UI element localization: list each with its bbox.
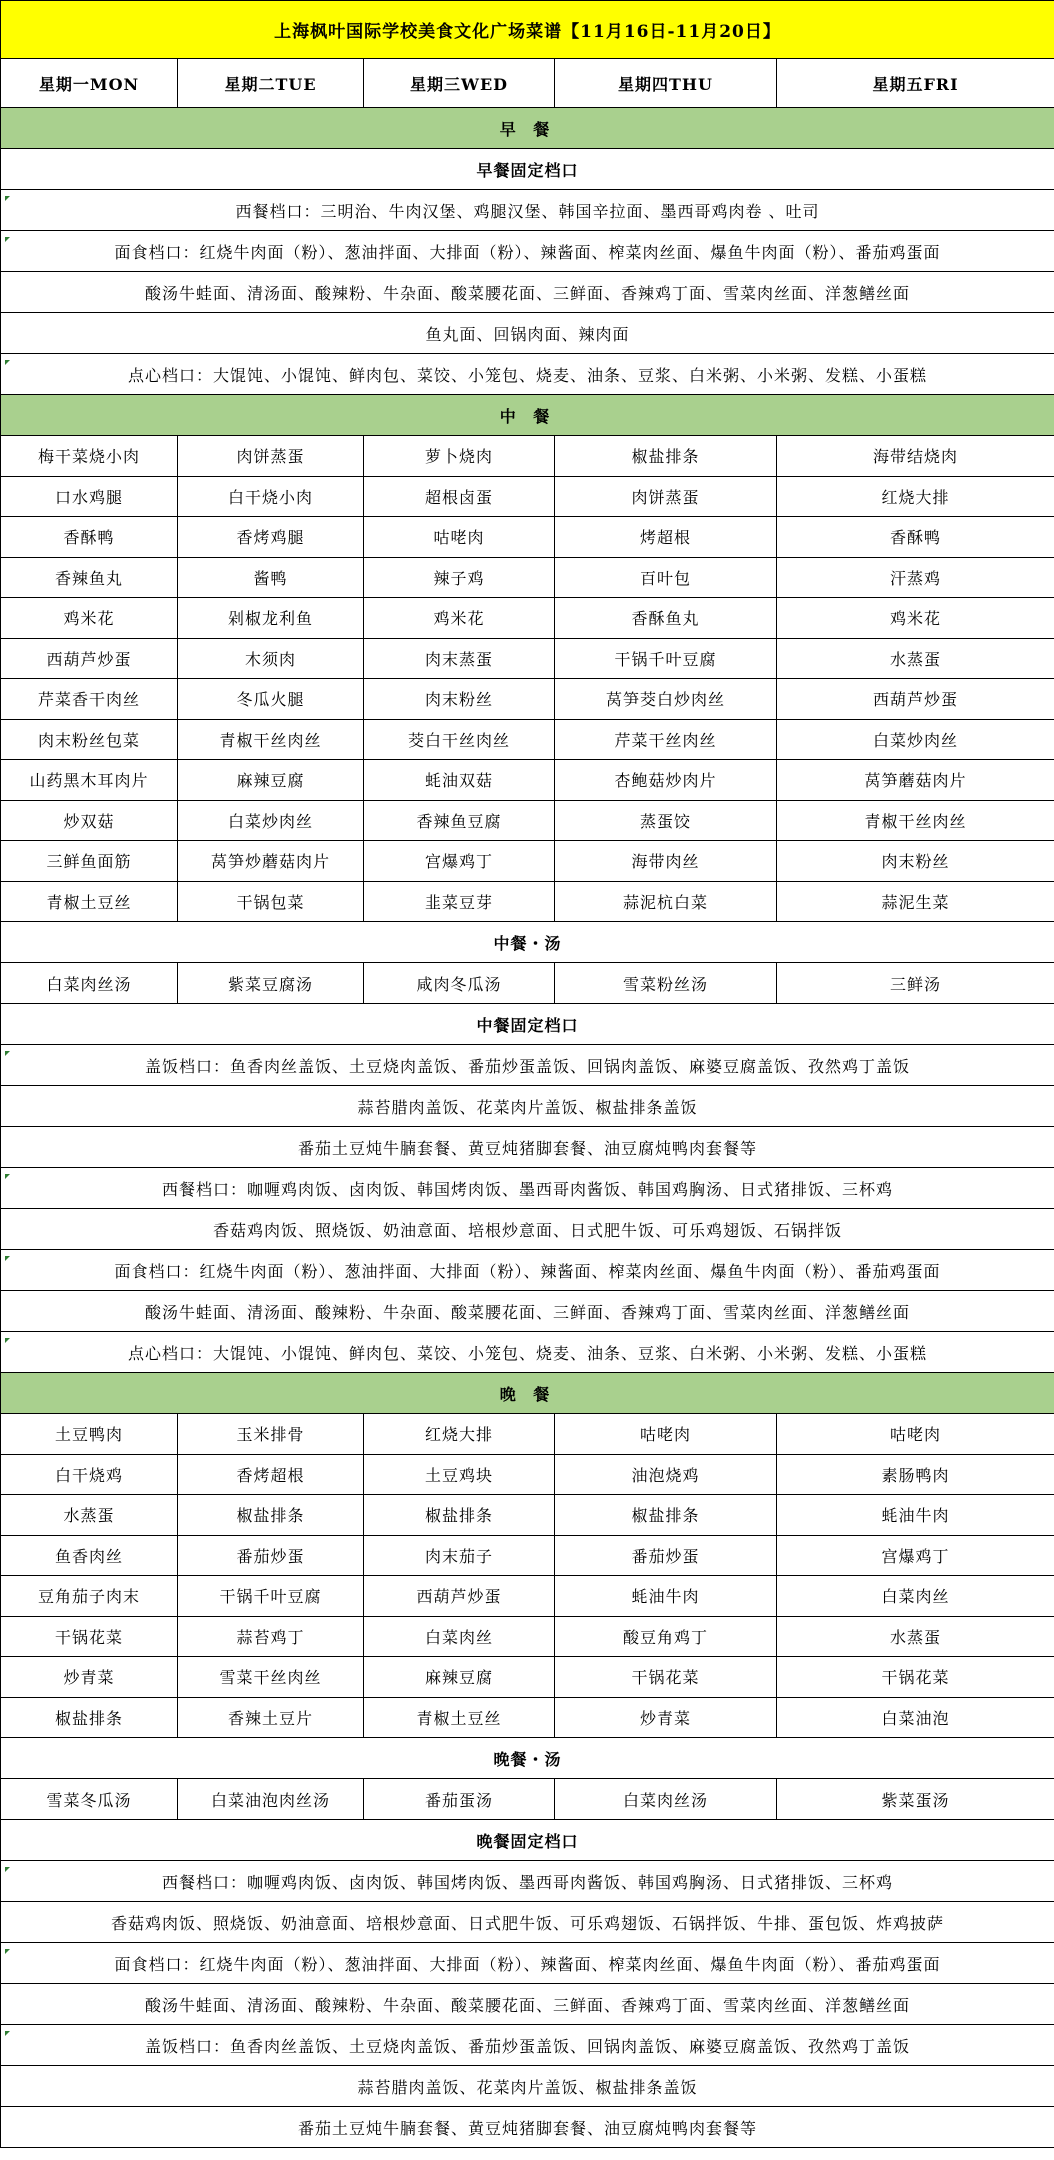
lunch-dish-fri: 白菜炒肉丝 bbox=[777, 719, 1054, 760]
dinner-soup-wed: 番茄蛋汤 bbox=[364, 1779, 555, 1820]
lunch-dish-wed: 萝卜烧肉 bbox=[364, 436, 555, 477]
dinner-dish-mon: 鱼香肉丝 bbox=[1, 1535, 178, 1576]
dinner-dish-thu: 油泡烧鸡 bbox=[555, 1454, 777, 1495]
breakfast-line: 西餐档口：三明治、牛肉汉堡、鸡腿汉堡、韩国辛拉面、墨西哥鸡肉卷 、吐司 bbox=[1, 190, 1054, 231]
day-header-mon: 星期一MON bbox=[1, 59, 178, 108]
day-header-fri: 星期五FRI bbox=[777, 59, 1054, 108]
lunch-line: 香菇鸡肉饭、照烧饭、奶油意面、培根炒意面、日式肥牛饭、可乐鸡翅饭、石锅拌饭 bbox=[1, 1209, 1054, 1250]
lunch-dish-fri: 蒜泥生菜 bbox=[777, 881, 1054, 922]
lunch-line: 酸汤牛蛙面、清汤面、酸辣粉、牛杂面、酸菜腰花面、三鲜面、香辣鸡丁面、雪菜肉丝面、洋葱鳝丝面 bbox=[1, 1291, 1054, 1332]
lunch-dish-thu: 香酥鱼丸 bbox=[555, 598, 777, 639]
lunch-dish-row bbox=[1, 436, 1054, 477]
day-header-tue: 星期二TUE bbox=[178, 59, 364, 108]
lunch-dish-mon: 梅干菜烧小肉 bbox=[1, 436, 178, 477]
lunch-dish-fri: 香酥鸭 bbox=[777, 517, 1054, 558]
dinner-header: 晚 餐 bbox=[1, 1373, 1054, 1414]
breakfast-line: 面食档口：红烧牛肉面（粉）、葱油拌面、大排面（粉）、辣酱面、榨菜肉丝面、爆鱼牛肉面（粉）、番茄鸡蛋面 bbox=[1, 231, 1054, 272]
breakfast-line: 点心档口：大馄饨、小馄饨、鲜肉包、菜饺、小笼包、烧麦、油条、豆浆、白米粥、小米粥、发糕、小蛋糕 bbox=[1, 354, 1054, 395]
dinner-soup-mon: 雪菜冬瓜汤 bbox=[1, 1779, 178, 1820]
day-header-thu: 星期四THU bbox=[555, 59, 777, 108]
lunch-dish-mon: 香酥鸭 bbox=[1, 517, 178, 558]
lunch-soup-wed: 咸肉冬瓜汤 bbox=[364, 963, 555, 1004]
dinner-dish-tue: 椒盐排条 bbox=[178, 1495, 364, 1536]
lunch-dish-mon: 口水鸡腿 bbox=[1, 476, 178, 517]
dinner-soup-thu: 白菜肉丝汤 bbox=[555, 1779, 777, 1820]
dinner-dish-fri: 蚝油牛肉 bbox=[777, 1495, 1054, 1536]
dinner-line: 盖饭档口：鱼香肉丝盖饭、土豆烧肉盖饭、番茄炒蛋盖饭、回锅肉盖饭、麻婆豆腐盖饭、孜然鸡丁盖饭 bbox=[1, 2025, 1054, 2066]
lunch-dish-mon: 炒双菇 bbox=[1, 800, 178, 841]
lunch-dish-wed: 韭菜豆芽 bbox=[364, 881, 555, 922]
breakfast-fixed-header: 早餐固定档口 bbox=[1, 149, 1054, 190]
breakfast-line: 酸汤牛蛙面、清汤面、酸辣粉、牛杂面、酸菜腰花面、三鲜面、香辣鸡丁面、雪菜肉丝面、洋葱鳝丝面 bbox=[1, 272, 1054, 313]
dinner-dish-row bbox=[1, 1495, 1054, 1536]
dinner-dish-fri: 咕咾肉 bbox=[777, 1414, 1054, 1455]
dinner-dish-tue: 雪菜干丝肉丝 bbox=[178, 1657, 364, 1698]
lunch-dish-row bbox=[1, 881, 1054, 922]
dinner-dish-mon: 土豆鸭肉 bbox=[1, 1414, 178, 1455]
dinner-dish-tue: 蒜苔鸡丁 bbox=[178, 1616, 364, 1657]
lunch-dish-tue: 剁椒龙利鱼 bbox=[178, 598, 364, 639]
dinner-dish-wed: 麻辣豆腐 bbox=[364, 1657, 555, 1698]
dinner-dish-row bbox=[1, 1576, 1054, 1617]
lunch-dish-thu: 海带肉丝 bbox=[555, 841, 777, 882]
dinner-dish-thu: 番茄炒蛋 bbox=[555, 1535, 777, 1576]
lunch-dish-mon: 香辣鱼丸 bbox=[1, 557, 178, 598]
dinner-dish-wed: 土豆鸡块 bbox=[364, 1454, 555, 1495]
lunch-dish-tue: 莴笋炒蘑菇肉片 bbox=[178, 841, 364, 882]
lunch-dish-thu: 蒸蛋饺 bbox=[555, 800, 777, 841]
dinner-dish-mon: 干锅花菜 bbox=[1, 1616, 178, 1657]
lunch-dish-thu: 烤超根 bbox=[555, 517, 777, 558]
lunch-dish-thu: 蒜泥杭白菜 bbox=[555, 881, 777, 922]
dinner-dish-row bbox=[1, 1454, 1054, 1495]
lunch-soup-fri: 三鲜汤 bbox=[777, 963, 1054, 1004]
lunch-dish-tue: 青椒干丝肉丝 bbox=[178, 719, 364, 760]
lunch-dish-thu: 杏鲍菇炒肉片 bbox=[555, 760, 777, 801]
lunch-dish-mon: 山药黑木耳肉片 bbox=[1, 760, 178, 801]
lunch-dish-row bbox=[1, 841, 1054, 882]
lunch-dish-fri: 水蒸蛋 bbox=[777, 638, 1054, 679]
lunch-dish-tue: 肉饼蒸蛋 bbox=[178, 436, 364, 477]
dinner-dish-wed: 白菜肉丝 bbox=[364, 1616, 555, 1657]
dinner-soup-fri: 紫菜蛋汤 bbox=[777, 1779, 1054, 1820]
lunch-dish-fri: 西葫芦炒蛋 bbox=[777, 679, 1054, 720]
breakfast-header: 早 餐 bbox=[1, 108, 1054, 149]
lunch-dish-row bbox=[1, 598, 1054, 639]
lunch-dish-tue: 香烤鸡腿 bbox=[178, 517, 364, 558]
dinner-dish-fri: 干锅花菜 bbox=[777, 1657, 1054, 1698]
lunch-dish-wed: 香辣鱼豆腐 bbox=[364, 800, 555, 841]
lunch-dish-thu: 椒盐排条 bbox=[555, 436, 777, 477]
menu-title: 上海枫叶国际学校美食文化广场菜谱【11月16日-11月20日】 bbox=[1, 1, 1054, 59]
lunch-dish-wed: 咕咾肉 bbox=[364, 517, 555, 558]
dinner-dish-row bbox=[1, 1697, 1054, 1738]
lunch-dish-row bbox=[1, 719, 1054, 760]
dinner-dish-wed: 西葫芦炒蛋 bbox=[364, 1576, 555, 1617]
lunch-dish-row bbox=[1, 517, 1054, 558]
lunch-line: 蒜苔腊肉盖饭、花菜肉片盖饭、椒盐排条盖饭 bbox=[1, 1086, 1054, 1127]
dinner-dish-wed: 红烧大排 bbox=[364, 1414, 555, 1455]
lunch-dish-row bbox=[1, 557, 1054, 598]
lunch-dish-fri: 肉末粉丝 bbox=[777, 841, 1054, 882]
dinner-dish-row bbox=[1, 1414, 1054, 1455]
lunch-dish-row bbox=[1, 679, 1054, 720]
lunch-line: 番茄土豆炖牛腩套餐、黄豆炖猪脚套餐、油豆腐炖鸭肉套餐等 bbox=[1, 1127, 1054, 1168]
lunch-dish-wed: 超根卤蛋 bbox=[364, 476, 555, 517]
dinner-soup-tue: 白菜油泡肉丝汤 bbox=[178, 1779, 364, 1820]
lunch-dish-fri: 鸡米花 bbox=[777, 598, 1054, 639]
lunch-dish-thu: 莴笋茭白炒肉丝 bbox=[555, 679, 777, 720]
lunch-soup-header: 中餐・汤 bbox=[1, 922, 1054, 963]
lunch-dish-row bbox=[1, 476, 1054, 517]
lunch-dish-fri: 莴笋蘑菇肉片 bbox=[777, 760, 1054, 801]
lunch-dish-tue: 木须肉 bbox=[178, 638, 364, 679]
lunch-dish-mon: 肉末粉丝包菜 bbox=[1, 719, 178, 760]
dinner-dish-wed: 青椒土豆丝 bbox=[364, 1697, 555, 1738]
dinner-dish-wed: 椒盐排条 bbox=[364, 1495, 555, 1536]
dinner-line: 蒜苔腊肉盖饭、花菜肉片盖饭、椒盐排条盖饭 bbox=[1, 2066, 1054, 2107]
lunch-dish-fri: 青椒干丝肉丝 bbox=[777, 800, 1054, 841]
dinner-dish-mon: 椒盐排条 bbox=[1, 1697, 178, 1738]
lunch-line: 盖饭档口：鱼香肉丝盖饭、土豆烧肉盖饭、番茄炒蛋盖饭、回锅肉盖饭、麻婆豆腐盖饭、孜然鸡丁盖饭 bbox=[1, 1045, 1054, 1086]
dinner-dish-mon: 水蒸蛋 bbox=[1, 1495, 178, 1536]
dinner-dish-row bbox=[1, 1616, 1054, 1657]
dinner-dish-mon: 白干烧鸡 bbox=[1, 1454, 178, 1495]
dinner-dish-tue: 番茄炒蛋 bbox=[178, 1535, 364, 1576]
lunch-dish-wed: 宫爆鸡丁 bbox=[364, 841, 555, 882]
dinner-dish-tue: 玉米排骨 bbox=[178, 1414, 364, 1455]
lunch-dish-tue: 冬瓜火腿 bbox=[178, 679, 364, 720]
lunch-dish-thu: 干锅千叶豆腐 bbox=[555, 638, 777, 679]
dinner-dish-fri: 水蒸蛋 bbox=[777, 1616, 1054, 1657]
breakfast-line: 鱼丸面、回锅肉面、辣肉面 bbox=[1, 313, 1054, 354]
dinner-dish-thu: 干锅花菜 bbox=[555, 1657, 777, 1698]
dinner-dish-tue: 香辣土豆片 bbox=[178, 1697, 364, 1738]
lunch-dish-tue: 干锅包菜 bbox=[178, 881, 364, 922]
dinner-dish-fri: 素肠鸭肉 bbox=[777, 1454, 1054, 1495]
lunch-dish-wed: 肉末粉丝 bbox=[364, 679, 555, 720]
dinner-dish-fri: 白菜肉丝 bbox=[777, 1576, 1054, 1617]
dinner-line: 酸汤牛蛙面、清汤面、酸辣粉、牛杂面、酸菜腰花面、三鲜面、香辣鸡丁面、雪菜肉丝面、洋葱鳝丝面 bbox=[1, 1984, 1054, 2025]
dinner-soup-header: 晚餐・汤 bbox=[1, 1738, 1054, 1779]
lunch-soup-thu: 雪菜粉丝汤 bbox=[555, 963, 777, 1004]
day-header-wed: 星期三WED bbox=[364, 59, 555, 108]
dinner-dish-wed: 肉末茄子 bbox=[364, 1535, 555, 1576]
lunch-dish-row bbox=[1, 638, 1054, 679]
dinner-line: 面食档口：红烧牛肉面（粉）、葱油拌面、大排面（粉）、辣酱面、榨菜肉丝面、爆鱼牛肉面（粉）、番茄鸡蛋面 bbox=[1, 1943, 1054, 1984]
dinner-dish-row bbox=[1, 1657, 1054, 1698]
lunch-dish-wed: 鸡米花 bbox=[364, 598, 555, 639]
lunch-dish-thu: 芹菜干丝肉丝 bbox=[555, 719, 777, 760]
lunch-dish-tue: 麻辣豆腐 bbox=[178, 760, 364, 801]
lunch-dish-mon: 三鲜鱼面筋 bbox=[1, 841, 178, 882]
lunch-dish-thu: 肉饼蒸蛋 bbox=[555, 476, 777, 517]
lunch-soup-mon: 白菜肉丝汤 bbox=[1, 963, 178, 1004]
dinner-dish-thu: 酸豆角鸡丁 bbox=[555, 1616, 777, 1657]
lunch-dish-mon: 青椒土豆丝 bbox=[1, 881, 178, 922]
lunch-dish-fri: 红烧大排 bbox=[777, 476, 1054, 517]
lunch-dish-mon: 西葫芦炒蛋 bbox=[1, 638, 178, 679]
lunch-fixed-header: 中餐固定档口 bbox=[1, 1004, 1054, 1045]
lunch-dish-thu: 百叶包 bbox=[555, 557, 777, 598]
lunch-dish-row bbox=[1, 800, 1054, 841]
lunch-dish-wed: 肉末蒸蛋 bbox=[364, 638, 555, 679]
dinner-dish-mon: 豆角茄子肉末 bbox=[1, 1576, 178, 1617]
lunch-dish-wed: 辣子鸡 bbox=[364, 557, 555, 598]
dinner-dish-thu: 椒盐排条 bbox=[555, 1495, 777, 1536]
dinner-line: 西餐档口：咖喱鸡肉饭、卤肉饭、韩国烤肉饭、墨西哥肉酱饭、韩国鸡胸汤、日式猪排饭、三杯鸡 bbox=[1, 1861, 1054, 1902]
lunch-dish-tue: 酱鸭 bbox=[178, 557, 364, 598]
lunch-dish-mon: 芹菜香干肉丝 bbox=[1, 679, 178, 720]
lunch-soup-tue: 紫菜豆腐汤 bbox=[178, 963, 364, 1004]
lunch-dish-wed: 茭白干丝肉丝 bbox=[364, 719, 555, 760]
lunch-dish-tue: 白菜炒肉丝 bbox=[178, 800, 364, 841]
lunch-dish-fri: 海带结烧肉 bbox=[777, 436, 1054, 477]
lunch-dish-row bbox=[1, 760, 1054, 801]
dinner-line: 香菇鸡肉饭、照烧饭、奶油意面、培根炒意面、日式肥牛饭、可乐鸡翅饭、石锅拌饭、牛排、蛋包饭、炸鸡披萨 bbox=[1, 1902, 1054, 1943]
lunch-line: 点心档口：大馄饨、小馄饨、鲜肉包、菜饺、小笼包、烧麦、油条、豆浆、白米粥、小米粥、发糕、小蛋糕 bbox=[1, 1332, 1054, 1373]
dinner-fixed-header: 晚餐固定档口 bbox=[1, 1820, 1054, 1861]
dinner-dish-thu: 蚝油牛肉 bbox=[555, 1576, 777, 1617]
dinner-dish-mon: 炒青菜 bbox=[1, 1657, 178, 1698]
dinner-dish-tue: 香烤超根 bbox=[178, 1454, 364, 1495]
lunch-dish-wed: 蚝油双菇 bbox=[364, 760, 555, 801]
lunch-dish-mon: 鸡米花 bbox=[1, 598, 178, 639]
lunch-line: 面食档口：红烧牛肉面（粉）、葱油拌面、大排面（粉）、辣酱面、榨菜肉丝面、爆鱼牛肉面（粉）、番茄鸡蛋面 bbox=[1, 1250, 1054, 1291]
lunch-line: 西餐档口：咖喱鸡肉饭、卤肉饭、韩国烤肉饭、墨西哥肉酱饭、韩国鸡胸汤、日式猪排饭、三杯鸡 bbox=[1, 1168, 1054, 1209]
dinner-dish-fri: 白菜油泡 bbox=[777, 1697, 1054, 1738]
dinner-dish-row bbox=[1, 1535, 1054, 1576]
lunch-dish-tue: 白干烧小肉 bbox=[178, 476, 364, 517]
dinner-dish-thu: 咕咾肉 bbox=[555, 1414, 777, 1455]
lunch-dish-fri: 汗蒸鸡 bbox=[777, 557, 1054, 598]
lunch-header: 中 餐 bbox=[1, 395, 1054, 436]
dinner-dish-tue: 干锅千叶豆腐 bbox=[178, 1576, 364, 1617]
dinner-dish-fri: 宫爆鸡丁 bbox=[777, 1535, 1054, 1576]
dinner-line: 番茄土豆炖牛腩套餐、黄豆炖猪脚套餐、油豆腐炖鸭肉套餐等 bbox=[1, 2107, 1054, 2148]
dinner-dish-thu: 炒青菜 bbox=[555, 1697, 777, 1738]
